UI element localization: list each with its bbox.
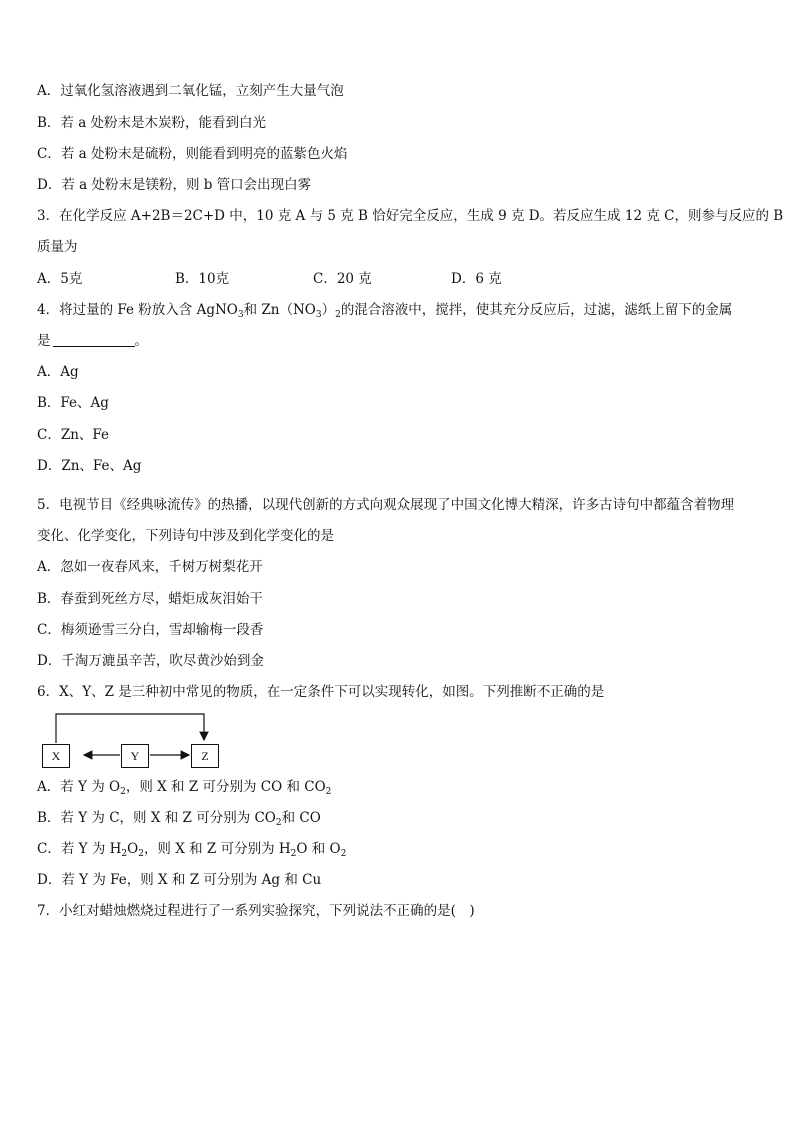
q5-option-a: A．忽如一夜春风来，千树万树梨花开 xyxy=(37,559,263,575)
q6-option-b: B．若 Y 为 C，则 X 和 Z 可分别为 $CO_2$和 CO xyxy=(37,810,321,828)
answer-blank xyxy=(53,332,135,347)
q4-option-a: A．Ag xyxy=(37,364,79,380)
q5-stem-line2: 变化、化学变化，下列诗句中涉及到化学变化的是 xyxy=(37,528,334,544)
q3-option-b: B．10克 xyxy=(175,271,230,287)
q2-option-d: D．若 a 处粉末是镁粉，则 b 管口会出现白雾 xyxy=(37,177,312,193)
node-x: X xyxy=(42,744,70,768)
q3-options xyxy=(37,269,589,289)
q4-option-b: B．Fe、Ag xyxy=(37,395,109,411)
x-to-z-arrow xyxy=(56,714,204,743)
q4-option-d: D．Zn、Fe、Ag xyxy=(37,458,142,474)
q7-stem: 7．小红对蜡烛燃烧过程进行了一系列实验探究，下列说法不正确的是( ) xyxy=(37,903,475,919)
q6-option-c: C．若 Y 为 $H_2O_2$，则 X 和 Z 可分别为 $H_2O$ 和 $O_2$ xyxy=(37,841,347,859)
q5-option-c: C．梅须逊雪三分白，雪却输梅一段香 xyxy=(37,622,264,638)
q5-stem-line1: 5．电视节目《经典咏流传》的热播，以现代创新的方式向观众展现了中国文化博大精深，许多古诗句中都蕴含着物理 xyxy=(37,497,735,513)
q6-option-a: A．若 Y 为 $O_2$，则 X 和 Z 可分别为 CO 和 $CO_2$ xyxy=(37,779,332,797)
q3-stem-line1: 3．在化学反应 A+2B＝2C+D 中，10 克 A 与 5 克 B 恰好完全反应，生成 9 克 D。若反应生成 12 克 C，则参与反应的 B xyxy=(37,208,784,224)
q3-option-a: A．5克 xyxy=(37,271,83,287)
q3-option-d: D．6 克 xyxy=(451,271,502,287)
node-z: Z xyxy=(191,744,219,768)
q6-option-d: D．若 Y 为 Fe，则 X 和 Z 可分别为 Ag 和 Cu xyxy=(37,872,322,888)
q3-stem-line2: 质量为 xyxy=(37,239,78,255)
q5-option-b: B．春蚕到死丝方尽，蜡炬成灰泪始干 xyxy=(37,591,263,607)
q4-stem-line1: 4．将过量的 Fe 粉放入含 AgNO$_3$和 $Zn(NO_3)_2$的混合溶液中，搅拌，使其充分反应后，过滤，滤纸上留下的金属 xyxy=(37,302,733,320)
q4-option-c: C．Zn、Fe xyxy=(37,427,110,443)
q2-option-b: B．若 a 处粉末是木炭粉，能看到白光 xyxy=(37,115,267,131)
q2-option-a: A．过氧化氢溶液遇到二氧化锰，立刻产生大量气泡 xyxy=(37,83,344,99)
q4-stem-line2: 是 。 xyxy=(37,333,148,349)
q6-stem: 6．X、Y、Z 是三种初中常见的物质，在一定条件下可以实现转化，如图。下列推断不正确的是 xyxy=(37,684,605,700)
conversion-diagram xyxy=(40,712,230,768)
q5-option-d: D．千淘万漉虽辛苦，吹尽黄沙始到金 xyxy=(37,653,264,669)
q2-option-c: C．若 a 处粉末是硫粉，则能看到明亮的蓝紫色火焰 xyxy=(37,146,348,162)
q3-option-c: C．20 克 xyxy=(313,271,372,287)
node-y: Y xyxy=(121,744,149,768)
